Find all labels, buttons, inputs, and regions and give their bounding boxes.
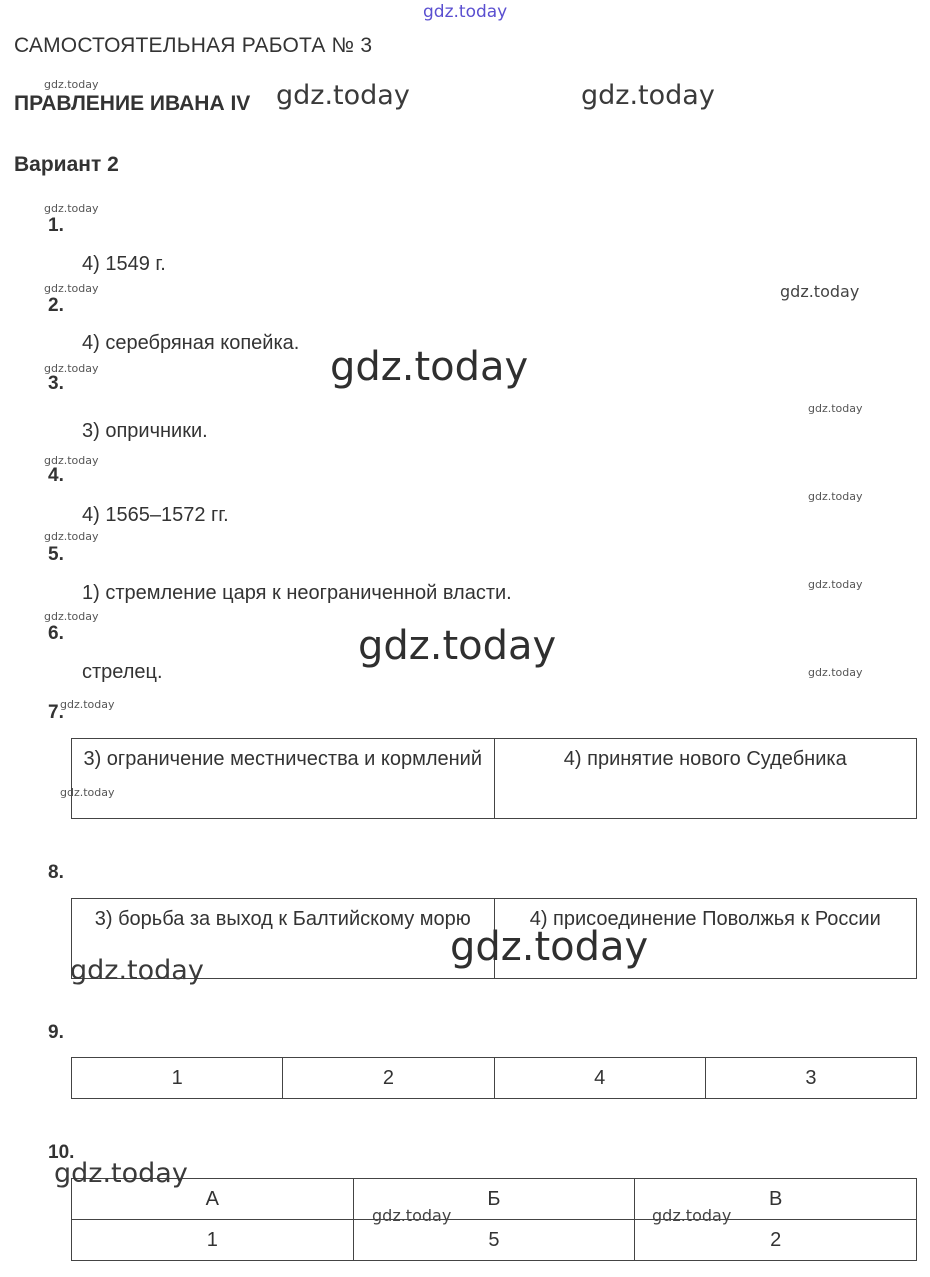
watermark: gdz.today (276, 80, 410, 111)
answer-text: стрелец. (82, 661, 163, 683)
table-cell: 3) ограничение местничества и кормлений (72, 739, 495, 819)
question-number: 2. (48, 295, 64, 316)
question-number: 3. (48, 373, 64, 394)
table-cell: 3) борьба за выход к Балтийскому морю (72, 899, 495, 979)
table-cell: 3 (705, 1058, 916, 1099)
question-number: 4. (48, 465, 64, 486)
watermark: gdz.today (808, 666, 863, 679)
table-cell: 2 (635, 1220, 917, 1261)
answer-table-8 (71, 898, 917, 979)
watermark: gdz.today (652, 1206, 732, 1225)
watermark: gdz.today (780, 282, 860, 301)
question-number: 9. (48, 1022, 64, 1043)
watermark: gdz.today (808, 402, 863, 415)
watermark: gdz.today (60, 786, 115, 799)
answer-text: 1) стремление царя к неограниченной власти. (82, 582, 512, 604)
watermark-top: gdz.today (423, 2, 508, 22)
question-number: 7. (48, 702, 64, 723)
watermark: gdz.today (44, 282, 99, 295)
variant-heading: Вариант 2 (14, 153, 119, 176)
question-number: 5. (48, 544, 64, 565)
answer-text: 4) 1565–1572 гг. (82, 504, 229, 526)
watermark: gdz.today (358, 623, 557, 669)
watermark: gdz.today (44, 78, 99, 91)
watermark: gdz.today (44, 530, 99, 543)
question-number: 10. (48, 1142, 75, 1163)
watermark: gdz.today (808, 578, 863, 591)
watermark: gdz.today (372, 1206, 452, 1225)
watermark: gdz.today (60, 698, 115, 711)
table-header-cell: А (72, 1179, 354, 1220)
answer-text: 3) опричники. (82, 420, 208, 442)
answer-text: 4) серебряная копейка. (82, 332, 300, 354)
watermark: gdz.today (44, 454, 99, 467)
watermark: gdz.today (70, 955, 204, 986)
table-cell: 4) присоединение Поволжья к России (494, 899, 917, 979)
answer-table-9 (71, 1057, 917, 1099)
table-cell: 1 (72, 1220, 354, 1261)
work-subtitle: САМОСТОЯТЕЛЬНАЯ РАБОТА № 3 (14, 34, 373, 57)
table-cell: 4) принятие нового Судебника (494, 739, 917, 819)
watermark: gdz.today (44, 610, 99, 623)
answer-text: 4) 1549 г. (82, 253, 166, 275)
question-number: 1. (48, 215, 64, 236)
table-header-cell: В (635, 1179, 917, 1220)
table-cell: 1 (72, 1058, 283, 1099)
watermark: gdz.today (808, 490, 863, 503)
question-number: 8. (48, 862, 64, 883)
watermark: gdz.today (330, 344, 529, 390)
page-title: ПРАВЛЕНИЕ ИВАНА IV (14, 92, 251, 115)
watermark: gdz.today (450, 924, 649, 970)
table-header-cell: Б (353, 1179, 635, 1220)
table-cell: 2 (283, 1058, 494, 1099)
watermark: gdz.today (44, 202, 99, 215)
answer-table-7 (71, 738, 917, 819)
watermark: gdz.today (44, 362, 99, 375)
table-cell: 5 (353, 1220, 635, 1261)
watermark: gdz.today (581, 80, 715, 111)
watermark: gdz.today (54, 1158, 188, 1189)
table-cell: 4 (494, 1058, 705, 1099)
question-number: 6. (48, 623, 64, 644)
answer-table-10 (71, 1178, 917, 1261)
